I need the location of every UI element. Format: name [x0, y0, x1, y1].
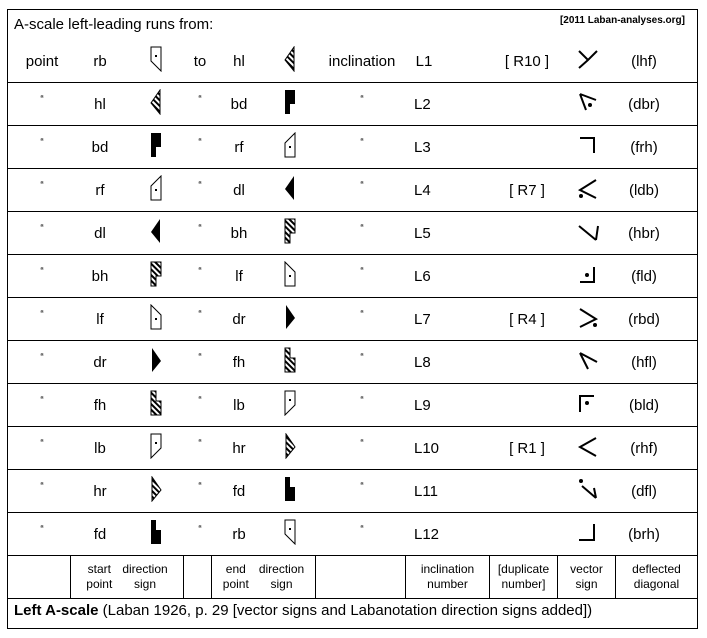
legend-end-sign: direction sign	[258, 562, 305, 591]
ditto-mark: “	[198, 438, 202, 449]
direction-sign-icon	[147, 132, 165, 162]
direction-sign-icon	[281, 261, 299, 291]
legend-end	[212, 556, 316, 598]
a-scale-table	[7, 9, 698, 629]
ditto-mark: “	[360, 352, 364, 363]
ditto-mark: “	[360, 180, 364, 191]
table-row	[8, 83, 697, 126]
table-row	[8, 341, 697, 384]
ditto-mark: “	[198, 395, 202, 406]
vector-sign-icon	[576, 263, 600, 289]
start-sign-cell	[126, 126, 186, 168]
deflected-diagonal: (bld)	[628, 396, 659, 414]
legend-start-sign: direction sign	[122, 562, 168, 591]
ditto-mark: “	[40, 309, 44, 320]
ditto-mark: “	[198, 309, 202, 320]
duplicate-number: [ R7 ]	[509, 181, 545, 199]
vector-sign-cell	[568, 427, 608, 469]
vector-sign-cell	[568, 384, 608, 426]
direction-sign-icon	[147, 218, 165, 248]
direction-sign-icon	[147, 519, 165, 549]
direction-sign-icon	[281, 89, 299, 119]
deflected-diagonal: (hbr)	[628, 224, 660, 242]
vector-sign-cell	[568, 341, 608, 383]
start-point: lf	[96, 310, 104, 328]
credit: [2011 Laban-analyses.org]	[559, 15, 685, 26]
vector-sign-icon	[576, 48, 600, 74]
vector-sign-icon	[576, 177, 600, 203]
inclination-number: L7	[414, 310, 431, 328]
direction-sign-icon	[147, 89, 165, 119]
ditto-mark: “	[198, 94, 202, 105]
vector-sign-icon	[576, 306, 600, 332]
deflected-diagonal: (ldb)	[628, 181, 659, 199]
ditto-mark: “	[198, 137, 202, 148]
inclination-number: L6	[414, 267, 431, 285]
legend-start-point: start point	[86, 562, 113, 591]
ditto-mark: “	[360, 137, 364, 148]
inclination-number: L11	[414, 482, 438, 500]
ditto-mark: “	[40, 94, 44, 105]
table-row-first	[8, 40, 697, 83]
end-point: fd	[232, 482, 246, 500]
deflected-diagonal: (rhf)	[630, 439, 658, 457]
ditto-mark: “	[40, 137, 44, 148]
end-sign-cell	[264, 212, 316, 254]
ditto-mark: “	[360, 266, 364, 277]
ditto-mark: “	[40, 352, 44, 363]
ditto-mark: “	[40, 438, 44, 449]
duplicate-number	[492, 341, 562, 383]
start-point: bd	[91, 138, 109, 156]
direction-sign-icon	[281, 476, 299, 506]
ditto-mark: “	[40, 524, 44, 535]
ditto-mark: “	[198, 223, 202, 234]
end-sign-cell	[264, 470, 316, 512]
column-legend	[8, 556, 697, 599]
start-point: dr	[93, 353, 107, 371]
vector-sign-icon	[576, 478, 600, 504]
direction-sign-icon	[281, 175, 299, 205]
duplicate-number	[492, 513, 562, 555]
end-sign-cell	[264, 384, 316, 426]
table-row	[8, 126, 697, 169]
ditto-mark: “	[198, 180, 202, 191]
inclination-number: L3	[414, 138, 431, 156]
end-point: lf	[235, 267, 243, 285]
direction-sign-icon	[281, 347, 299, 377]
deflected-diagonal: (brh)	[628, 525, 660, 543]
inclination-number: L5	[414, 224, 431, 242]
ditto-mark: “	[360, 438, 364, 449]
vector-sign-icon	[576, 435, 600, 461]
direction-sign-icon	[147, 46, 165, 76]
table-row	[8, 169, 697, 212]
inclination-number: L10	[414, 439, 440, 457]
vector-sign-cell	[568, 255, 608, 297]
start-sign-cell	[126, 169, 186, 211]
end-sign-cell	[264, 513, 316, 555]
vector-sign-icon	[576, 134, 600, 160]
end-sign-cell	[264, 83, 316, 125]
deflected-diagonal: (frh)	[630, 138, 658, 156]
vector-sign-cell	[568, 40, 608, 82]
start-point: dl	[94, 224, 106, 242]
start-sign-cell	[126, 470, 186, 512]
start-sign-cell	[126, 513, 186, 555]
ditto-mark: “	[40, 481, 44, 492]
start-sign-cell	[126, 341, 186, 383]
end-point: rb	[232, 525, 246, 543]
deflected-diagonal: (dbr)	[628, 95, 660, 113]
end-sign-cell	[264, 427, 316, 469]
direction-sign-icon	[281, 304, 299, 334]
duplicate-number	[492, 83, 562, 125]
end-point: dl	[233, 181, 245, 199]
vector-sign-icon	[576, 392, 600, 418]
ditto-mark: “	[360, 309, 364, 320]
start-point: fd	[93, 525, 107, 543]
start-point: lb	[94, 439, 106, 457]
end-point: rf	[234, 138, 244, 156]
legend-vector: vector sign	[558, 556, 616, 598]
vector-sign-cell	[568, 470, 608, 512]
vector-sign-icon	[576, 220, 600, 246]
legend-duplicate: [duplicate number]	[490, 556, 558, 598]
table-row	[8, 298, 697, 341]
start-point: fh	[93, 396, 107, 414]
ditto-mark: “	[40, 395, 44, 406]
legend-empty	[8, 556, 71, 598]
end-sign-cell	[264, 40, 316, 82]
duplicate-number	[492, 212, 562, 254]
end-point: hl	[233, 52, 245, 70]
ditto-mark: “	[360, 395, 364, 406]
duplicate-number	[492, 126, 562, 168]
end-point: bh	[230, 224, 248, 242]
vector-sign-cell	[568, 212, 608, 254]
end-point: dr	[232, 310, 246, 328]
duplicate-number	[492, 470, 562, 512]
end-point: hr	[232, 439, 246, 457]
vector-sign-cell	[568, 169, 608, 211]
inclination-number: L1	[415, 52, 433, 70]
legend-end-point: end point	[222, 562, 249, 591]
direction-sign-icon	[281, 519, 299, 549]
legend-empty-2	[184, 556, 212, 598]
table-row	[8, 384, 697, 427]
start-point: hl	[94, 95, 106, 113]
ditto-mark: “	[198, 266, 202, 277]
deflected-diagonal: (hfl)	[631, 353, 657, 371]
vector-sign-cell	[568, 513, 608, 555]
ditto-mark: “	[198, 352, 202, 363]
legend-empty-3	[316, 556, 406, 598]
deflected-diagonal: (rbd)	[628, 310, 660, 328]
duplicate-number: [ R4 ]	[509, 310, 545, 328]
table-row	[8, 255, 697, 298]
table-row	[8, 470, 697, 513]
direction-sign-icon	[147, 175, 165, 205]
end-sign-cell	[264, 298, 316, 340]
direction-sign-icon	[281, 390, 299, 420]
ditto-mark: “	[40, 266, 44, 277]
deflected-diagonal: (fld)	[631, 267, 657, 285]
end-point: lb	[233, 396, 245, 414]
start-point: bh	[91, 267, 109, 285]
legend-deflected: deflected diagonal	[632, 562, 681, 591]
end-sign-cell	[264, 126, 316, 168]
ditto-mark: “	[360, 481, 364, 492]
direction-sign-icon	[147, 304, 165, 334]
legend-inclination: inclination number	[406, 556, 490, 598]
legend-start	[71, 556, 184, 598]
duplicate-number	[492, 255, 562, 297]
duplicate-number: [ R1 ]	[509, 439, 545, 457]
vector-sign-cell	[568, 126, 608, 168]
direction-sign-icon	[281, 218, 299, 248]
start-sign-cell	[126, 384, 186, 426]
direction-sign-icon	[281, 46, 299, 76]
ditto-mark: “	[198, 481, 202, 492]
to-label: to	[193, 52, 207, 70]
start-sign-cell	[126, 298, 186, 340]
deflected-diagonal: (dfl)	[631, 482, 657, 500]
direction-sign-icon	[147, 476, 165, 506]
inclination-number: L2	[414, 95, 431, 113]
start-point: rf	[95, 181, 105, 199]
direction-sign-icon	[281, 132, 299, 162]
start-point: rb	[93, 52, 107, 70]
direction-sign-icon	[281, 433, 299, 463]
end-sign-cell	[264, 255, 316, 297]
duplicate-number: [ R10 ]	[504, 52, 550, 70]
inclination-number: L9	[414, 396, 431, 414]
inclination-label: inclination	[328, 52, 396, 70]
direction-sign-icon	[147, 433, 165, 463]
vector-sign-icon	[576, 349, 600, 375]
caption: Left A-scale (Laban 1926, p. 29 [vector signs and Labanotation direction signs added])	[14, 602, 593, 619]
point-label: point	[25, 52, 59, 70]
vector-sign-icon	[576, 521, 600, 547]
inclination-number: L4	[414, 181, 431, 199]
direction-sign-icon	[147, 261, 165, 291]
start-sign-cell	[126, 40, 186, 82]
table-title: A-scale left-leading runs from:	[14, 16, 214, 33]
table-row	[8, 513, 697, 556]
direction-sign-icon	[147, 347, 165, 377]
end-point: bd	[230, 95, 248, 113]
vector-sign-cell	[568, 298, 608, 340]
start-sign-cell	[126, 427, 186, 469]
ditto-mark: “	[198, 524, 202, 535]
inclination-number: L8	[414, 353, 431, 371]
vector-sign-cell	[568, 83, 608, 125]
end-point: fh	[232, 353, 246, 371]
vector-sign-icon	[576, 91, 600, 117]
inclination-number: L12	[414, 525, 440, 543]
start-sign-cell	[126, 212, 186, 254]
end-sign-cell	[264, 341, 316, 383]
start-sign-cell	[126, 83, 186, 125]
ditto-mark: “	[360, 223, 364, 234]
duplicate-number	[492, 384, 562, 426]
start-point: hr	[93, 482, 107, 500]
table-row	[8, 212, 697, 255]
table-row	[8, 427, 697, 470]
start-sign-cell	[126, 255, 186, 297]
deflected-diagonal: (lhf)	[631, 52, 657, 70]
ditto-mark: “	[360, 524, 364, 535]
end-sign-cell	[264, 169, 316, 211]
ditto-mark: “	[360, 94, 364, 105]
direction-sign-icon	[147, 390, 165, 420]
ditto-mark: “	[40, 180, 44, 191]
ditto-mark: “	[40, 223, 44, 234]
